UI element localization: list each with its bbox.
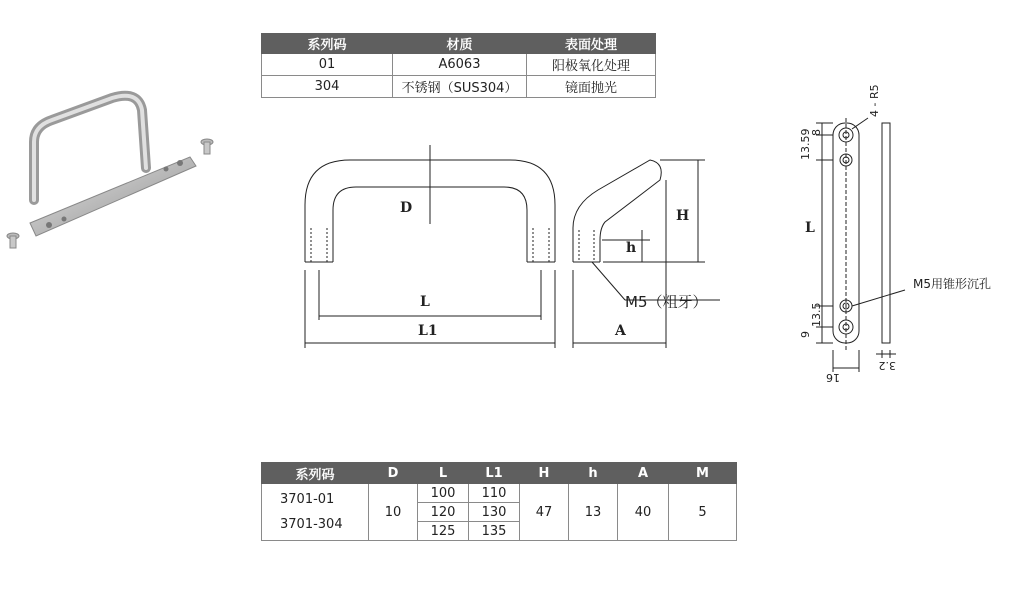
series-code: 3701-304 <box>280 517 343 532</box>
table-cell: 不锈钢（SUS304） <box>393 76 527 98</box>
dim-label-13-5: 13.5 <box>810 302 823 327</box>
table-cell: 阳极氧化处理 <box>527 54 656 76</box>
dim-label-3-2: 3.2 <box>878 359 896 372</box>
table-cell: 40 <box>618 484 669 541</box>
spec-table <box>261 462 737 541</box>
series-code-cell <box>262 484 369 541</box>
dim-label-h: h <box>626 240 637 256</box>
header-cell: h <box>569 463 618 484</box>
table-cell: 47 <box>520 484 569 541</box>
plate-length-label: L <box>805 220 815 236</box>
table-cell: 镜面抛光 <box>527 76 656 98</box>
dim-label-D: D <box>400 200 413 216</box>
table-cell: 5 <box>669 484 737 541</box>
dim-label-9: 9 <box>799 331 812 338</box>
dim-label-H: H <box>676 208 690 224</box>
table-cell: 135 <box>469 522 520 541</box>
table-row <box>262 484 737 503</box>
table-header-row <box>262 463 737 484</box>
header-cell: L1 <box>469 463 520 484</box>
header-cell: 表面处理 <box>527 34 656 54</box>
dim-label-L1: L1 <box>418 323 438 339</box>
header-cell: 系列码 <box>262 463 369 484</box>
dim-label-L: L <box>420 294 430 310</box>
header-cell: 系列码 <box>262 34 393 54</box>
header-cell: H <box>520 463 569 484</box>
table-cell: 110 <box>469 484 520 503</box>
radius-label: 4 - R5 <box>868 84 881 117</box>
series-code: 3701-01 <box>280 492 335 507</box>
table-cell: 100 <box>418 484 469 503</box>
countersink-hole-label: M5用锥形沉孔 <box>913 277 991 291</box>
table-cell: 130 <box>469 503 520 522</box>
table-cell: 125 <box>418 522 469 541</box>
dim-label-16: 16 <box>826 371 840 384</box>
table-cell: 01 <box>262 54 393 76</box>
header-cell: M <box>669 463 737 484</box>
header-cell: A <box>618 463 669 484</box>
table-cell: 10 <box>369 484 418 541</box>
dim-label-13-59: 13.59 <box>799 128 812 160</box>
table-cell: 13 <box>569 484 618 541</box>
header-cell: L <box>418 463 469 484</box>
header-cell: D <box>369 463 418 484</box>
header-cell: 材质 <box>393 34 527 54</box>
thread-label: M5（粗牙） <box>625 293 708 311</box>
table-cell: A6063 <box>393 54 527 76</box>
table-cell: 120 <box>418 503 469 522</box>
table-cell: 304 <box>262 76 393 98</box>
dim-label-A: A <box>615 323 626 339</box>
dim-label-8: 8 <box>810 129 823 136</box>
